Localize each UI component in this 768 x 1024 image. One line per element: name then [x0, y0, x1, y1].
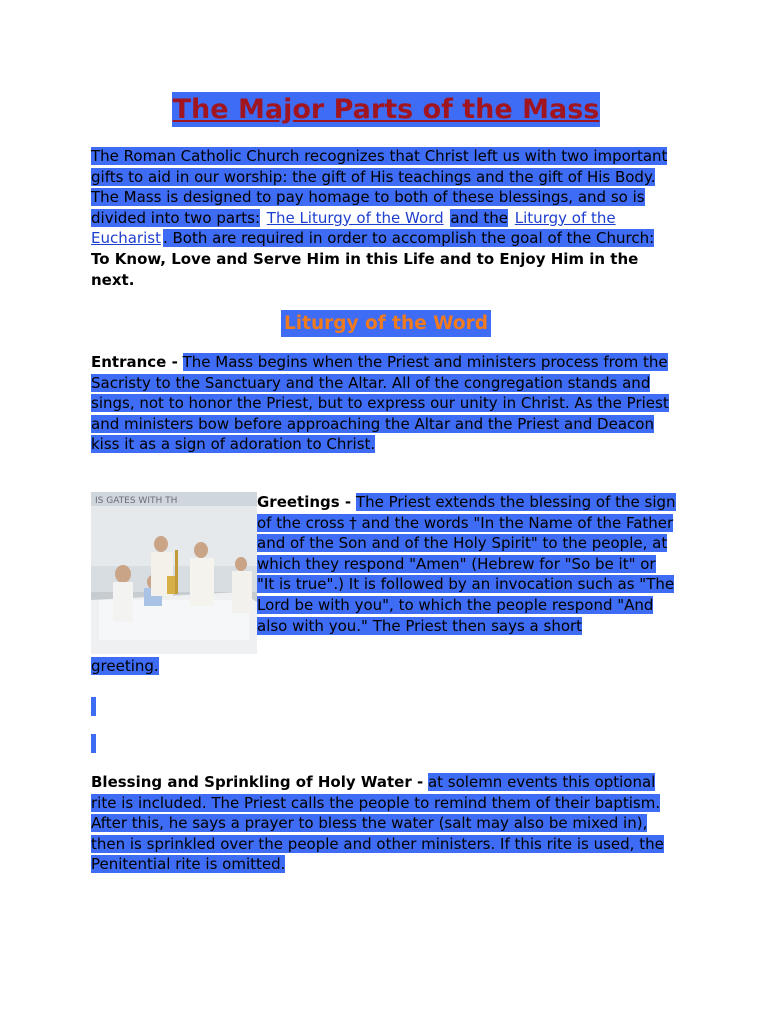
blessing-label: Blessing and Sprinkling of Holy Water - [91, 773, 424, 791]
greetings-paragraph [257, 492, 677, 636]
intro-paragraph [91, 146, 676, 290]
entrance-text: The Mass begins when the Priest and ministers process from the Sacristy to the Sanctuary and the Altar. All of the congregation stands and sings, not to honor the Priest, but to express our unity in Christ. As the Priest and ministers bow before approaching the Altar and the Priest and Deacon kiss it as a sign of adoration to Christ. [91, 353, 669, 454]
photo-banner-text: IS GATES WITH TH [95, 496, 178, 506]
mass-photo-image [91, 492, 257, 654]
blessing-text: at solemn events this optional rite is included. The Priest calls the people to remind them of their baptism. After this, he says a prayer to bless the water (salt may also be mixed in), then is sprinkled over the people and other ministers. If this rite is used, the Penitential rite is omitted. [91, 773, 664, 874]
intro-and-the: and the [450, 208, 508, 227]
page-title [91, 88, 681, 126]
mass-photo [91, 492, 257, 654]
blessing-paragraph [91, 772, 676, 875]
liturgy-of-the-word-link[interactable]: The Liturgy of the Word [266, 208, 444, 227]
page-title-text: The Major Parts of the Mass [172, 94, 600, 125]
entrance-paragraph [91, 352, 676, 455]
intro-bold-tail: To Know, Love and Serve Him in this Life and to Enjoy Him in the next. [91, 249, 639, 289]
section-heading-text: Liturgy of the Word [281, 310, 491, 337]
greetings-text: The Priest extends the blessing of the sign of the cross † and the words "In the Name of the Father and of the Son and of the Holy Spirit" to the people, at which they respond "Amen" (Hebrew for "So be it" or "It is true".) It is followed by an invocation such as "The Lord be with you", to which the people respond "And also with you." The Priest then says a short [257, 493, 676, 635]
section-heading [91, 307, 681, 335]
greetings-label: Greetings - [257, 493, 352, 511]
greetings-tail-text: greeting. [91, 657, 159, 675]
empty-highlight-marker [91, 697, 96, 716]
greetings-tail [91, 656, 159, 677]
liturgy-of-the-eucharist-link[interactable]: Liturgy of the Eucharist [91, 208, 616, 248]
empty-highlight-marker [91, 734, 96, 753]
entrance-label: Entrance - [91, 353, 178, 371]
intro-text-after: . Both are required in order to accomplish the goal of the Church: [162, 229, 655, 248]
intro-text-before: The Roman Catholic Church recognizes that Christ left us with two important gifts to aid in our worship: the gift of His teachings and the gift of His Body. The Mass is designed to pay homage to both of these blessings, and so is divided into two parts: [91, 147, 668, 227]
